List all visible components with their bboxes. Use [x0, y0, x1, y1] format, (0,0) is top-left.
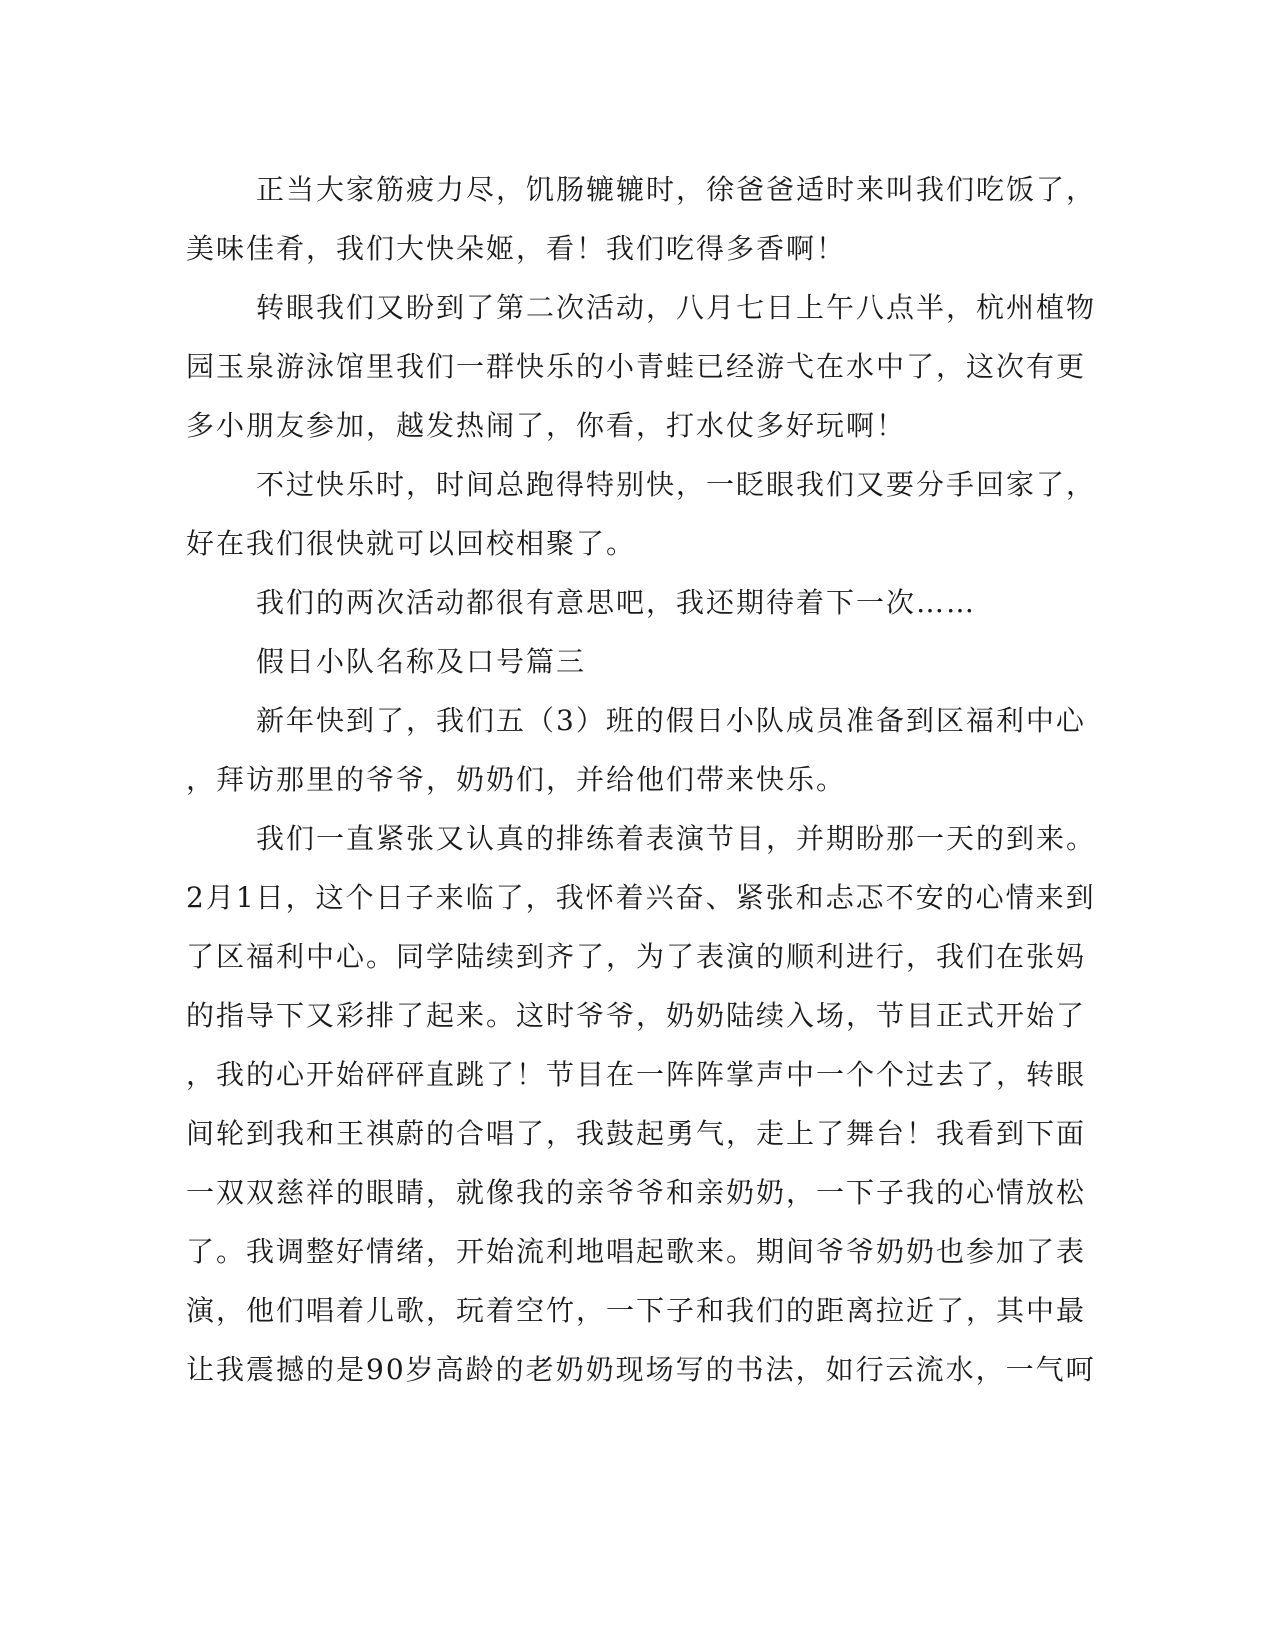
paragraph-line: ，我的心开始砰砰直跳了！节目在一阵阵掌声中一个个过去了，转眼: [186, 1058, 1087, 1091]
document-body: [186, 160, 1097, 1399]
paragraph-line: 让我震撼的是90岁高龄的老奶奶现场写的书法，如行云流水，一气呵: [186, 1353, 1096, 1386]
paragraph-line: 我们一直紧张又认真的排练着表演节目，并期盼那一天的到来。: [256, 822, 1097, 855]
paragraph-line: 园玉泉游泳馆里我们一群快乐的小青蛙已经游弋在水中了，这次有更: [186, 350, 1087, 383]
paragraph-line: 了区福利中心。同学陆续到齐了，为了表演的顺利进行，我们在张妈: [186, 940, 1087, 973]
section-heading: 假日小队名称及口号篇三: [256, 645, 587, 678]
paragraph-line: 正当大家筋疲力尽，饥肠辘辘时，徐爸爸适时来叫我们吃饭了，: [256, 173, 1097, 206]
paragraph-line: 的指导下又彩排了起来。这时爷爷，奶奶陆续入场，节目正式开始了: [186, 999, 1087, 1032]
paragraph-line: 不过快乐时，时间总跑得特别快，一眨眼我们又要分手回家了，: [256, 468, 1097, 501]
paragraph-line: 好在我们很快就可以回校相聚了。: [186, 527, 637, 560]
paragraph-line: 转眼我们又盼到了第二次活动，八月七日上午八点半，杭州植物: [256, 291, 1097, 324]
paragraph-line: 演，他们唱着儿歌，玩着空竹，一下子和我们的距离拉近了，其中最: [186, 1294, 1087, 1327]
paragraph-line: 美味佳肴，我们大快朵姬，看！我们吃得多香啊！: [186, 232, 847, 265]
paragraph-line: 了。我调整好情绪，开始流利地唱起歌来。期间爷爷奶奶也参加了表: [186, 1235, 1087, 1268]
paragraph-line: 间轮到我和王祺蔚的合唱了，我鼓起勇气，走上了舞台！我看到下面: [186, 1117, 1087, 1150]
paragraph-line: 2月1日，这个日子来临了，我怀着兴奋、紧张和忐忑不安的心情来到: [186, 881, 1096, 914]
paragraph-line: 一双双慈祥的眼睛，就像我的亲爷爷和亲奶奶，一下子我的心情放松: [186, 1176, 1087, 1209]
paragraph-line: 新年快到了，我们五（3）班的假日小队成员准备到区福利中心: [256, 704, 1086, 737]
paragraph-line: ，拜访那里的爷爷，奶奶们，并给他们带来快乐。: [186, 763, 847, 796]
paragraph-line: 多小朋友参加，越发热闹了，你看，打水仗多好玩啊！: [186, 409, 907, 442]
paragraph-line: 我们的两次活动都很有意思吧，我还期待着下一次……: [256, 586, 977, 619]
